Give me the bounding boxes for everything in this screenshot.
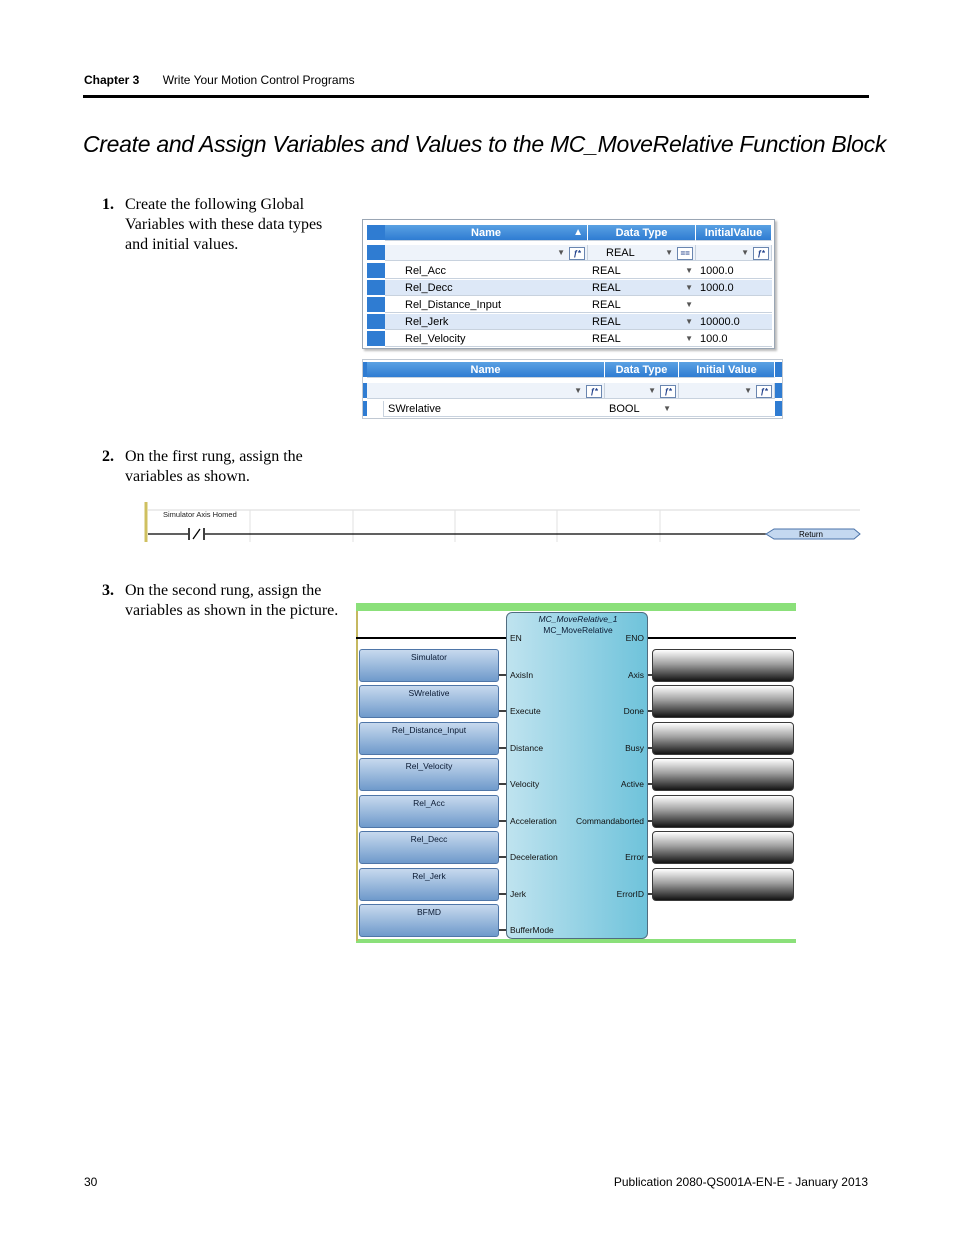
var-type[interactable]: REAL ▼	[588, 297, 696, 313]
var-type[interactable]: REAL ▼	[588, 263, 696, 279]
var-value[interactable]: 10000.0	[696, 314, 772, 330]
dropdown-icon[interactable]: ▼	[665, 248, 673, 257]
pin-errorid[interactable]: ErrorID	[616, 889, 644, 899]
pin-busy[interactable]: Busy	[625, 743, 644, 753]
pin-deceleration[interactable]: Deceleration	[510, 852, 558, 862]
filter-row	[363, 383, 782, 400]
row-header	[367, 263, 385, 279]
output-var-busy[interactable]	[652, 722, 794, 755]
table-row[interactable]	[363, 263, 774, 280]
pin-active[interactable]: Active	[620, 779, 644, 789]
input-var-simulator[interactable]: Simulator	[359, 649, 499, 682]
output-var-commandaborted[interactable]	[652, 795, 794, 828]
rung-1-drawing	[144, 502, 862, 542]
header-rule	[83, 95, 869, 98]
pin-done[interactable]: Done	[623, 706, 644, 716]
column-header-data-type[interactable]: Data Type	[588, 225, 696, 241]
ladder-rung-1	[144, 502, 862, 542]
table-row[interactable]	[363, 401, 782, 418]
publication-info: Publication 2080-QS001A-EN-E - January 2013	[613, 1175, 868, 1189]
type-filter[interactable]: REAL ▼ ==	[588, 245, 696, 261]
table-row[interactable]	[363, 297, 774, 314]
fb-type-name: MC_MoveRelative	[543, 625, 613, 635]
var-value[interactable]: 1000.0	[696, 263, 772, 279]
output-var-done[interactable]	[652, 685, 794, 718]
step-text: Create the following Global	[125, 196, 305, 213]
return-label: Return	[798, 530, 823, 539]
column-header-name[interactable]: Name ▲	[385, 225, 588, 241]
pin-distance[interactable]: Distance	[510, 743, 544, 753]
step-text: On the first rung, assign the	[125, 448, 303, 465]
dropdown-icon[interactable]: ▼	[685, 300, 693, 309]
name-filter[interactable]	[385, 245, 588, 261]
table-row[interactable]	[363, 314, 774, 331]
fb-instance-name: MC_MoveRelative_1	[538, 614, 618, 624]
pin-error[interactable]: Error	[625, 852, 644, 862]
input-var-rel-acc[interactable]: Rel_Acc	[359, 795, 499, 828]
filter-icon[interactable]: ƒ*	[660, 385, 676, 398]
row-header	[367, 280, 385, 296]
filter-icon[interactable]: ƒ*	[756, 385, 772, 398]
row-header	[367, 331, 385, 347]
filter-icon[interactable]: ƒ*	[753, 247, 769, 260]
input-var-rel-decc[interactable]: Rel_Decc	[359, 831, 499, 864]
pin-axisin[interactable]: AxisIn	[510, 670, 534, 680]
column-header-initial-value[interactable]: InitialValue	[696, 225, 772, 241]
section-label: Write Your Motion Control Programs	[162, 73, 355, 87]
var-type[interactable]: REAL ▼	[588, 314, 696, 330]
row-header	[367, 297, 385, 313]
dropdown-icon[interactable]: ▼	[557, 248, 565, 257]
filter-icon[interactable]: ƒ*	[569, 247, 585, 260]
dropdown-icon[interactable]: ▼	[685, 266, 693, 275]
dropdown-icon[interactable]: ▼	[685, 283, 693, 292]
chapter-label: Chapter 3	[84, 73, 140, 87]
table-header-row	[363, 362, 782, 379]
column-header-name[interactable]: Name	[367, 362, 605, 378]
row-header	[367, 314, 385, 330]
row-header	[775, 383, 782, 399]
running-header	[84, 73, 355, 87]
step-text: On the second rung, assign the	[125, 582, 322, 599]
name-filter[interactable]	[367, 383, 605, 399]
global-variables-table	[362, 219, 775, 349]
var-value[interactable]	[679, 401, 775, 417]
page-number: 30	[84, 1175, 98, 1189]
input-var-bfmd[interactable]: BFMD	[359, 904, 499, 937]
pin-buffermode[interactable]: BufferMode	[510, 925, 554, 935]
page-title: Create and Assign Variables and Values to the MC_MoveRelative Function Block	[83, 131, 887, 157]
step-text: variables as shown.	[125, 468, 250, 485]
filter-icon[interactable]: ƒ*	[586, 385, 602, 398]
step-number: 3.	[102, 582, 114, 599]
dropdown-icon[interactable]: ▼	[648, 386, 656, 395]
dropdown-icon[interactable]: ▼	[741, 248, 749, 257]
var-value[interactable]: 1000.0	[696, 280, 772, 296]
sort-asc-icon: ▲	[573, 227, 583, 238]
table-row[interactable]	[363, 280, 774, 297]
var-name[interactable]: Rel_Acc	[385, 263, 588, 279]
function-block-rung	[356, 603, 796, 943]
var-name[interactable]: Rel_Velocity	[385, 331, 588, 347]
pin-velocity[interactable]: Velocity	[510, 779, 540, 789]
step-text: and initial values.	[125, 236, 239, 253]
var-name[interactable]: Rel_Jerk	[385, 314, 588, 330]
pin-commandaborted[interactable]: Commandaborted	[575, 816, 644, 826]
dropdown-icon[interactable]: ▼	[744, 386, 752, 395]
pin-execute[interactable]: Execute	[510, 706, 541, 716]
type-filter[interactable]	[605, 383, 679, 399]
var-type[interactable]: REAL ▼	[588, 331, 696, 347]
dropdown-icon[interactable]: ▼	[663, 404, 671, 413]
step-number: 1.	[102, 196, 114, 213]
var-type[interactable]: REAL ▼	[588, 280, 696, 296]
var-value[interactable]	[696, 297, 772, 313]
input-var-rel-velocity[interactable]: Rel_Velocity	[359, 758, 499, 791]
value-filter[interactable]	[696, 245, 772, 261]
nc-contact-icon[interactable]	[189, 528, 204, 540]
contact-label: Simulator Axis Homed	[163, 510, 237, 519]
pin-axis[interactable]: Axis	[627, 670, 644, 680]
output-var-errorid[interactable]	[652, 868, 794, 901]
var-type[interactable]: BOOL ▼	[605, 401, 679, 417]
var-value[interactable]: 100.0	[696, 331, 772, 347]
input-var-swrelative[interactable]: SWrelative	[359, 685, 499, 718]
pin-en[interactable]: EN	[510, 633, 522, 643]
input-var-rel-jerk[interactable]: Rel_Jerk	[359, 868, 499, 901]
filter-row	[363, 245, 774, 262]
input-var-rel-distance-input[interactable]: Rel_Distance_Input	[359, 722, 499, 755]
column-header-data-type[interactable]: Data Type	[605, 362, 679, 378]
dropdown-icon[interactable]: ▼	[685, 334, 693, 343]
step-text: variables as shown in the picture.	[125, 602, 339, 619]
pin-acceleration[interactable]: Acceleration	[510, 816, 557, 826]
pin-jerk[interactable]: Jerk	[510, 889, 527, 899]
column-header-initial-value[interactable]: Initial Value	[679, 362, 775, 378]
row-header	[367, 225, 385, 241]
var-name[interactable]: Rel_Distance_Input	[385, 297, 588, 313]
output-var-error[interactable]	[652, 831, 794, 864]
row-header	[363, 401, 367, 417]
output-var-active[interactable]	[652, 758, 794, 791]
output-var-axis[interactable]	[652, 649, 794, 682]
var-name[interactable]: Rel_Decc	[385, 280, 588, 296]
row-header	[775, 362, 782, 378]
dropdown-icon[interactable]: ▼	[685, 317, 693, 326]
step-text: Variables with these data types	[125, 216, 323, 233]
step-number: 2.	[102, 448, 114, 465]
pin-eno[interactable]: ENO	[625, 633, 644, 643]
value-filter[interactable]	[679, 383, 775, 399]
table-header-row	[363, 225, 774, 242]
var-name[interactable]: SWrelative	[383, 401, 605, 417]
dropdown-icon[interactable]: ▼	[574, 386, 582, 395]
row-header	[367, 245, 385, 261]
local-variables-table	[362, 359, 783, 419]
table-row[interactable]	[363, 331, 774, 348]
row-header	[775, 401, 782, 417]
filter-op-icon[interactable]: ==	[677, 247, 693, 260]
